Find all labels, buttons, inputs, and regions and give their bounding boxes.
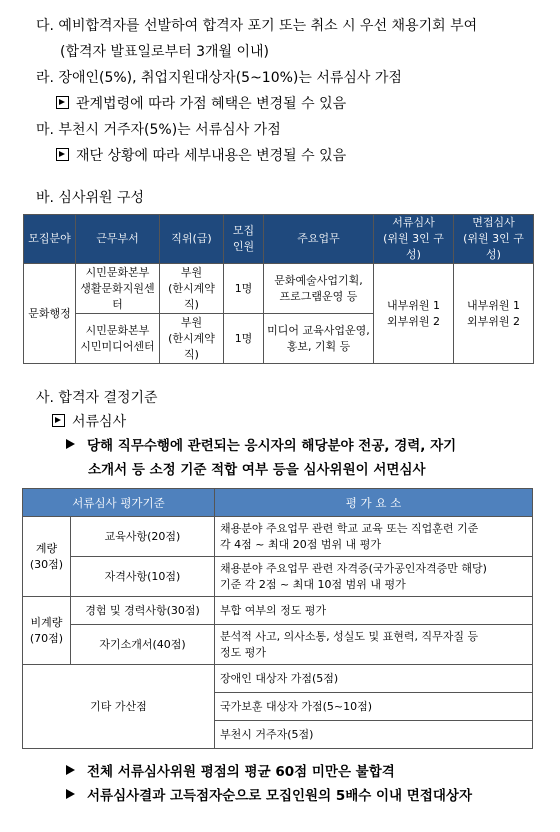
table-row: [23, 597, 533, 625]
dept-line1: 시민문화본부: [85, 265, 150, 279]
count-cell: 1명: [224, 314, 264, 364]
duty-line1: 미디어 교육사업운영,: [267, 323, 370, 337]
int-line1: 내부위원 1: [467, 298, 520, 312]
dept-line2: 생활문화지원센터: [80, 281, 155, 311]
header-criteria: 서류심사 평가기준: [23, 489, 215, 517]
decision-desc1-text: 당해 직무수행에 관련되는 응시자의 해당분야 전공, 경력, 자기: [87, 438, 457, 454]
decision-desc-line1: [66, 436, 456, 456]
int-line2: 외부위원 2: [467, 314, 520, 328]
section-ra-note-text: 관계법령에 따라 가점 혜택은 변경될 수 있음: [76, 96, 347, 112]
quant-points: (30점): [29, 557, 64, 571]
table-row: [23, 517, 533, 557]
intro-cell: 자기소개서(40점): [71, 625, 215, 665]
square-arrow-icon: [56, 148, 69, 161]
decision-desc-line2: 소개서 등 소정 기준 적합 여부 등을 심사위원이 서면심사: [88, 462, 426, 478]
triangle-bullet-icon: [66, 789, 75, 799]
position-cell: [160, 314, 224, 364]
exp-cell: 경험 및 경력사항(30점): [71, 597, 215, 625]
bonus-veteran-cell: 국가보훈 대상자 가점(5~10점): [215, 693, 533, 721]
position-line1: 부원: [180, 315, 203, 329]
footer-note1-text: 전체 서류심사위원 평점의 평균 60점 미만은 불합격: [87, 764, 395, 780]
header-doc-line2: (위원 3인 구성): [383, 232, 444, 261]
doc-review-cell: [374, 264, 454, 364]
interview-cell: [454, 264, 534, 364]
section-ma-note-text: 재단 상황에 따라 세부내용은 변경될 수 있음: [76, 148, 347, 164]
section-da-title: 다. 예비합격자를 선발하여 합격자 포기 또는 취소 시 우선 채용기회 부여: [36, 18, 478, 34]
position-line2: (한시계약직): [168, 281, 215, 311]
footer-note-1: [66, 762, 395, 782]
committee-table: [23, 214, 534, 364]
section-ma-note: [56, 146, 346, 166]
dept-cell: [76, 314, 160, 364]
section-ma-title: 마. 부천시 거주자(5%)는 서류심사 가점: [36, 122, 281, 138]
header-interview: [454, 215, 534, 264]
dept-line1: 시민문화본부: [85, 323, 150, 337]
cert-desc-cell: [215, 557, 533, 597]
triangle-bullet-icon: [66, 765, 75, 775]
square-arrow-icon: [56, 96, 69, 109]
quant-cell: [23, 517, 71, 597]
bonus-disabled-cell: 장애인 대상자 가점(5점): [215, 665, 533, 693]
nonquant-cell: [23, 597, 71, 665]
header-elements: 평 가 요 소: [215, 489, 533, 517]
header-count: [224, 215, 264, 264]
decision-subheading: [52, 412, 126, 432]
dept-line2: 시민미디어센터: [80, 339, 155, 353]
footer-note2-text: 서류심사결과 고득점자순으로 모집인원의 5배수 이내 면접대상자: [87, 788, 472, 804]
edu-desc-cell: [215, 517, 533, 557]
nonquant-label: 비계량: [30, 615, 63, 629]
position-line1: 부원: [180, 265, 203, 279]
header-doc-review: [374, 215, 454, 264]
triangle-bullet-icon: [66, 439, 75, 449]
cert-desc-line2: 기준 각 2점 ~ 최대 10점 범위 내 평가: [220, 577, 406, 591]
bonus-cell: 기타 가산점: [23, 665, 215, 749]
intro-desc-line2: 정도 평가: [220, 645, 267, 659]
footer-note-2: [66, 786, 472, 806]
table-row: [23, 665, 533, 693]
committee-heading: 바. 심사위원 구성: [36, 190, 145, 206]
header-doc-line1: 서류심사: [392, 216, 435, 229]
duty-line1: 문화예술사업기획,: [274, 273, 363, 287]
bonus-resident-cell: 부천시 거주자(5점): [215, 721, 533, 749]
header-position: 직위(급): [160, 215, 224, 264]
intro-desc-line1: 분석적 사고, 의사소통, 성실도 및 표현력, 직무자질 등: [220, 629, 479, 643]
duty-line2: 홍보, 기획 등: [286, 339, 351, 353]
position-line2: (한시계약직): [168, 331, 215, 361]
section-da-subtitle: (합격자 발표일로부터 3개월 이내): [60, 44, 269, 60]
doc-line2: 외부위원 2: [387, 314, 440, 328]
header-field: 모집분야: [24, 215, 76, 264]
decision-subheading-text: 서류심사: [72, 414, 127, 430]
header-count-line2: 인원: [232, 240, 255, 253]
edu-cell: 교육사항(20점): [71, 517, 215, 557]
edu-desc-line2: 각 4점 ~ 최대 20점 범위 내 평가: [220, 537, 381, 551]
header-int-line2: (위원 3인 구성): [463, 232, 524, 261]
field-cell: 문화행정: [24, 264, 76, 364]
header-duty: 주요업무: [264, 215, 374, 264]
intro-desc-cell: [215, 625, 533, 665]
duty-line2: 프로그램운영 등: [279, 289, 358, 303]
table-row: [23, 625, 533, 665]
criteria-table: [22, 488, 533, 749]
section-ra-title: 라. 장애인(5%), 취업지원대상자(5~10%)는 서류심사 가점: [36, 70, 402, 86]
section-ra-note: [56, 94, 346, 114]
header-count-line1: 모집: [232, 224, 255, 237]
exp-desc-cell: 부합 여부의 정도 평가: [215, 597, 533, 625]
header-int-line1: 면접심사: [472, 216, 515, 229]
square-arrow-icon: [52, 414, 65, 427]
table-row: [23, 557, 533, 597]
duty-cell: [264, 264, 374, 314]
nonquant-points: (70점): [29, 631, 64, 645]
cert-desc-line1: 채용분야 주요업무 관련 자격증(국가공인자격증만 해당): [220, 561, 487, 575]
cert-cell: 자격사항(10점): [71, 557, 215, 597]
decision-heading: 사. 합격자 결정기준: [36, 390, 158, 406]
edu-desc-line1: 채용분야 주요업무 관련 학교 교육 또는 직업훈련 기준: [220, 521, 479, 535]
doc-line1: 내부위원 1: [387, 298, 440, 312]
count-cell: 1명: [224, 264, 264, 314]
position-cell: [160, 264, 224, 314]
header-dept: 근무부서: [76, 215, 160, 264]
dept-cell: [76, 264, 160, 314]
table-row: [24, 264, 534, 314]
duty-cell: [264, 314, 374, 364]
quant-label: 계량: [35, 541, 58, 555]
